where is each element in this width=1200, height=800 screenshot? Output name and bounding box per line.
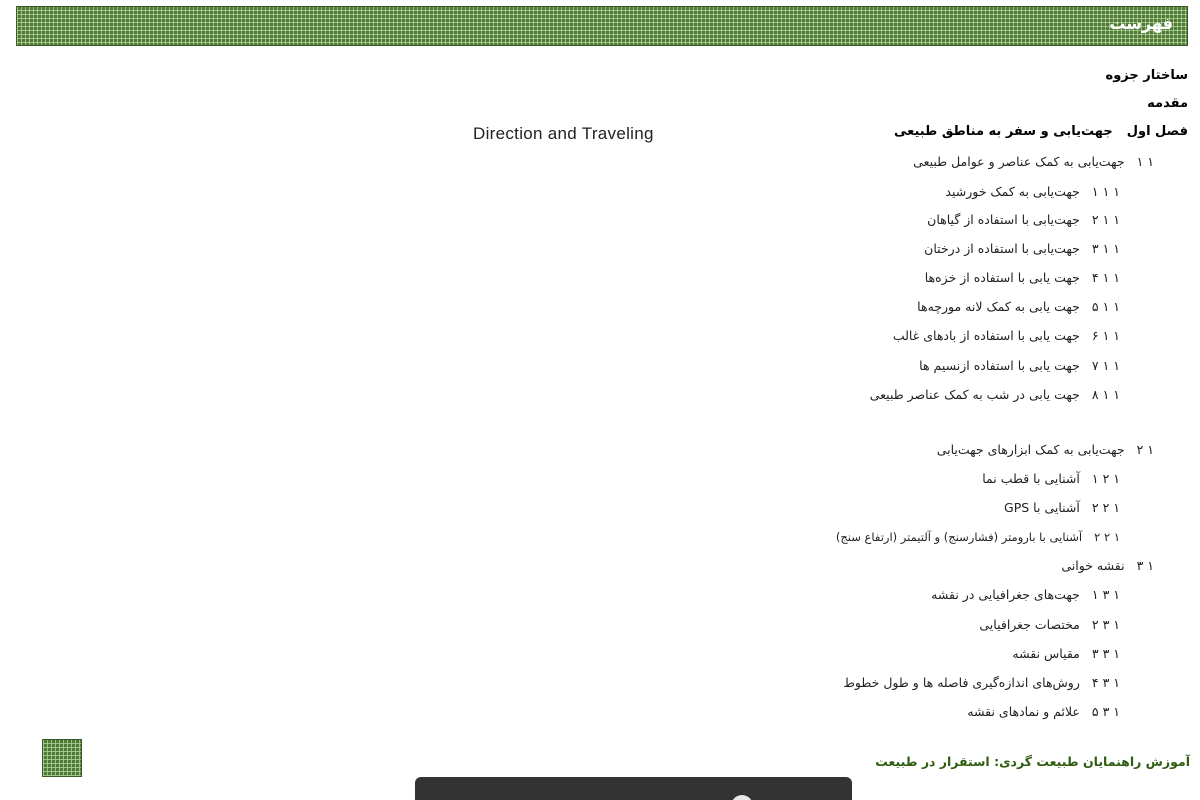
toc-item-1-1-7[interactable]	[919, 358, 1120, 373]
toc-item-1-3-1[interactable]	[931, 587, 1120, 602]
toc-item-1-2-2[interactable]	[1004, 500, 1120, 515]
toc-text: مقیاس نقشه	[1012, 646, 1080, 661]
toc-number: ۱ ۱ ۴	[1091, 270, 1120, 285]
toc-text: جهت‌یابی به کمک خورشید	[945, 184, 1080, 199]
toc-number: ۱ ۱ ۸	[1091, 387, 1120, 402]
toc-number: ۱ ۳	[1136, 558, 1154, 573]
toc-item-1-2-3[interactable]	[836, 530, 1120, 544]
toc-number: ۱ ۲ ۲	[1091, 500, 1120, 515]
toc-header-bar	[16, 6, 1188, 46]
toc-item-1-1-2[interactable]	[927, 212, 1120, 227]
toc-text: جهت یابی با استفاده ازنسیم ها	[919, 358, 1080, 373]
chapter-english-title: Direction and Traveling	[473, 124, 654, 143]
footer-caption: آموزش راهنمایان طبیعت گردی: استقرار در طبیعت	[875, 754, 1190, 769]
toc-text: جهت‌یابی به کمک ابزارهای جهت‌یابی	[936, 442, 1125, 457]
toc-text: نقشه خوانی	[1061, 558, 1125, 573]
toc-number: ۱ ۱ ۵	[1091, 299, 1120, 314]
structure-heading: ساختار جزوه	[1105, 68, 1188, 83]
toc-text: جهت یابی به کمک لانه مورچه‌ها	[917, 299, 1080, 314]
toc-text: آشنایی با قطب نما	[982, 471, 1080, 486]
toc-item-1-3-5[interactable]	[967, 704, 1120, 719]
toc-number: ۱ ۳ ۴	[1091, 675, 1120, 690]
toc-item-1-1-4[interactable]	[925, 270, 1120, 285]
toc-text: جهت‌یابی به کمک عناصر و عوامل طبیعی	[913, 154, 1125, 169]
toc-item-1-1[interactable]	[913, 154, 1154, 169]
toc-text: جهت‌یابی با استفاده از درختان	[924, 241, 1080, 256]
toc-item-1-3[interactable]	[1061, 558, 1154, 573]
toc-item-1-1-6[interactable]	[893, 328, 1120, 343]
toc-text: روش‌های اندازه‌گیری فاصله ها و طول خطوط	[843, 675, 1080, 690]
toc-number: ۱ ۱ ۱	[1091, 184, 1120, 199]
chapter-label: فصل اول	[1126, 124, 1188, 139]
toc-number: ۱ ۲ ۱	[1091, 471, 1120, 486]
toc-number: ۱ ۳ ۵	[1091, 704, 1120, 719]
toc-item-1-1-5[interactable]	[917, 299, 1120, 314]
toc-number: ۱ ۲	[1136, 442, 1154, 457]
toc-number: ۱ ۱	[1136, 154, 1154, 169]
toc-item-1-1-3[interactable]	[924, 241, 1120, 256]
toc-text: آشنایی با GPS	[1004, 500, 1080, 515]
toc-item-1-1-1[interactable]	[945, 184, 1120, 199]
toc-header-title: فهرست	[1109, 14, 1173, 33]
toolbar-button-icon[interactable]	[731, 795, 753, 800]
intro-heading: مقدمه	[1147, 96, 1188, 111]
toc-item-1-3-3[interactable]	[1012, 646, 1120, 661]
toc-text: جهت یابی در شب به کمک عناصر طبیعی	[869, 387, 1080, 402]
toc-text: جهت یابی با استفاده از بادهای غالب	[892, 328, 1080, 343]
toc-item-1-3-2[interactable]	[979, 617, 1120, 632]
toc-text: جهت یابی با استفاده از خزه‌ها	[924, 270, 1080, 285]
toc-number: ۱ ۳ ۱	[1091, 587, 1120, 602]
chapter-title: جهت‌یابی و سفر به مناطق طبیعی	[893, 124, 1113, 139]
toc-number: ۱ ۱ ۲	[1091, 212, 1120, 227]
toc-text: جهت‌های جغرافیایی در نقشه	[931, 587, 1080, 602]
toc-number: ۱ ۱ ۷	[1091, 358, 1120, 373]
toc-number: ۱ ۲ ۲	[1094, 530, 1120, 544]
toc-item-1-2[interactable]	[937, 442, 1154, 457]
viewer-toolbar[interactable]	[415, 777, 852, 800]
chapter-heading	[894, 124, 1188, 139]
toc-item-1-1-8[interactable]	[870, 387, 1120, 402]
toc-text: مختصات جغرافیایی	[979, 617, 1080, 632]
toc-number: ۱ ۳ ۳	[1091, 646, 1120, 661]
toc-number: ۱ ۱ ۳	[1091, 241, 1120, 256]
footer-grid-square	[42, 739, 82, 777]
toc-number: ۱ ۱ ۶	[1091, 328, 1120, 343]
toc-number: ۱ ۳ ۲	[1091, 617, 1120, 632]
toc-text: جهت‌یابی با استفاده از گیاهان	[927, 212, 1080, 227]
toc-item-1-3-4[interactable]	[843, 675, 1120, 690]
toc-item-1-2-1[interactable]	[982, 471, 1120, 486]
toc-text: آشنایی با بارومتر (فشارسنج) و آلتیمتر (ارتفاع سنج)	[835, 530, 1083, 544]
toc-text: علائم و نمادهای نقشه	[967, 704, 1080, 719]
